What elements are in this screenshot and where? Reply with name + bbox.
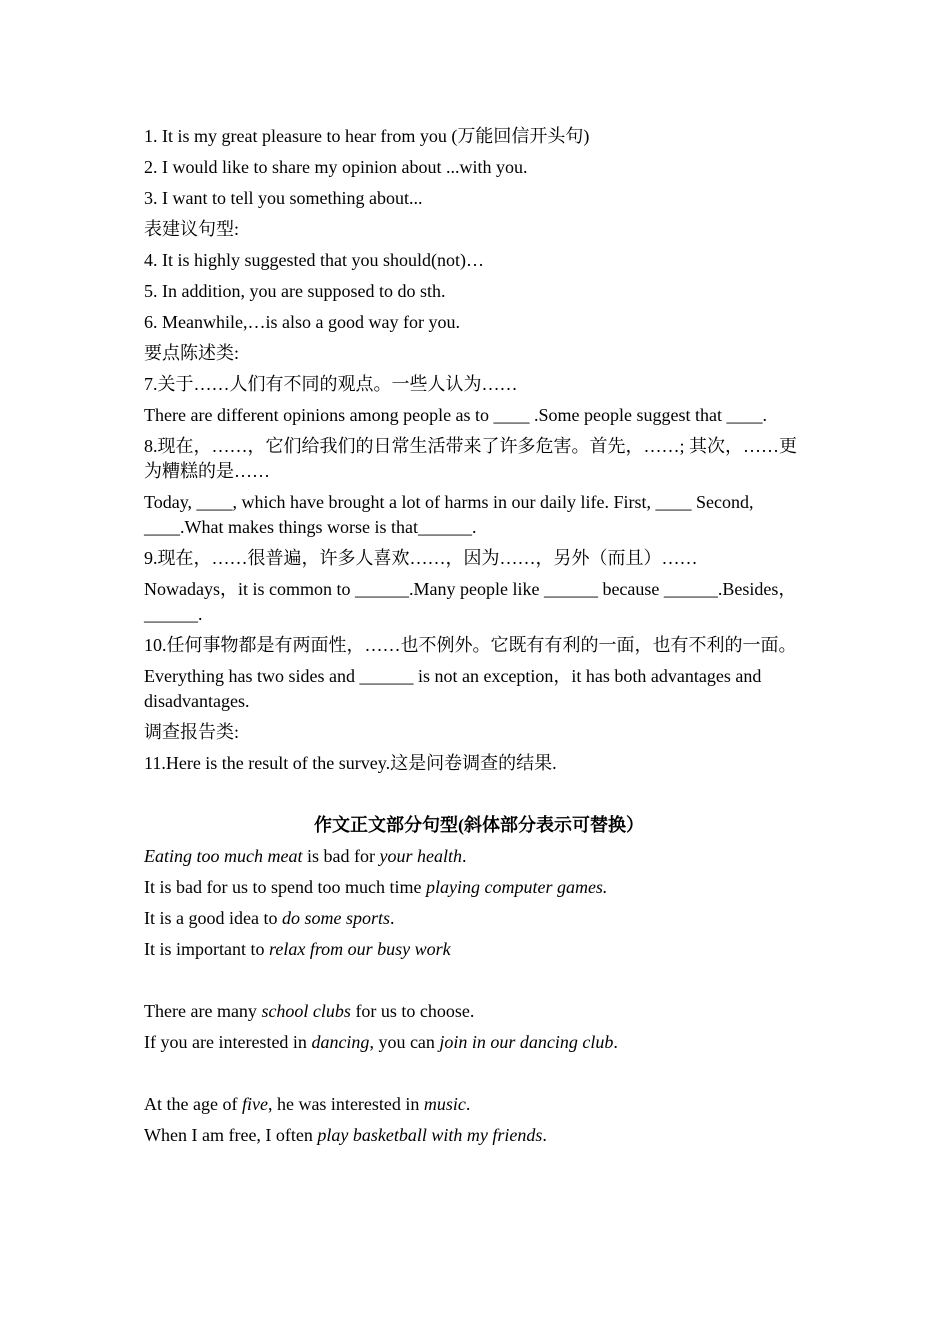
replaceable-phrase: do some sports — [281, 908, 390, 928]
replaceable-phrase: dancing — [311, 1032, 370, 1052]
opening-sentence-2: 2. I would like to share my opinion about ...with you. — [144, 157, 528, 177]
replaceable-phrase: Eating too much meat — [144, 846, 303, 866]
body-sentence-3: It is a good idea to do some sports. — [144, 908, 395, 928]
point-8-chinese: 8.现在，……，它们给我们的日常生活带来了许多危害。首先，……; 其次，……更为糟糕的是…… — [144, 436, 797, 481]
body-sentence-1: Eating too much meat is bad for your health. — [144, 846, 467, 866]
replaceable-phrase: relax from our busy work — [269, 939, 451, 959]
body-sentence-7: At the age of five, he was interested in music. — [144, 1094, 471, 1114]
body-sentence-6: If you are interested in dancing, you can join in our dancing club. — [144, 1032, 618, 1052]
point-9-english: Nowadays，it is common to ______.Many people like ______ because ______.Besides，______. — [144, 579, 797, 624]
document-page — [144, 124, 814, 1154]
spacer — [144, 1061, 814, 1086]
points-heading: 要点陈述类: — [144, 343, 240, 363]
point-7-chinese: 7.关于……人们有不同的观点。一些人认为…… — [144, 374, 518, 394]
point-7-english: There are different opinions among people as to ____ .Some people suggest that ____. — [144, 405, 768, 425]
point-9-chinese: 9.现在，……很普遍，许多人喜欢……，因为……，另外（而且）…… — [144, 548, 698, 568]
body-section-heading: 作文正文部分句型(斜体部分表示可替换） — [314, 815, 644, 835]
body-sentence-8: When I am free, I often play basketball with my friends. — [144, 1125, 547, 1145]
body-sentence-2: It is bad for us to spend too much time playing computer games. — [144, 877, 608, 897]
replaceable-phrase: music — [423, 1094, 466, 1114]
replaceable-phrase: school clubs — [261, 1001, 351, 1021]
replaceable-phrase: play basketball with my friends — [317, 1125, 543, 1145]
spacer — [144, 968, 814, 993]
body-sentence-5: There are many school clubs for us to choose. — [144, 1001, 475, 1021]
suggestion-sentence-6: 6. Meanwhile,…is also a good way for you. — [144, 312, 460, 332]
point-10-english: Everything has two sides and ______ is not an exception，it has both advantages and disadvantages. — [144, 666, 766, 711]
suggestion-sentence-5: 5. In addition, you are supposed to do sth. — [144, 281, 446, 301]
suggestion-sentence-4: 4. It is highly suggested that you should(not)… — [144, 250, 484, 270]
replaceable-phrase: your health — [379, 846, 462, 866]
replaceable-phrase: join in our dancing club — [439, 1032, 614, 1052]
survey-heading: 调查报告类: — [144, 722, 240, 742]
replaceable-phrase: five — [241, 1094, 268, 1114]
suggestion-heading: 表建议句型: — [144, 219, 240, 239]
replaceable-phrase: playing computer games. — [425, 877, 608, 897]
opening-sentence-1: 1. It is my great pleasure to hear from you (万能回信开头句) — [144, 126, 590, 146]
opening-sentence-3: 3. I want to tell you something about... — [144, 188, 423, 208]
point-8-english: Today, ____, which have brought a lot of harms in our daily life. First, ____ Second, ____.What makes things worse is that______. — [144, 492, 758, 537]
survey-sentence-11: 11.Here is the result of the survey.这是问卷调查的结果. — [144, 753, 557, 773]
spacer — [144, 782, 814, 807]
point-10-chinese: 10.任何事物都是有两面性，……也不例外。它既有有利的一面，也有不利的一面。 — [144, 635, 797, 655]
body-sentence-4: It is important to relax from our busy work — [144, 939, 451, 959]
